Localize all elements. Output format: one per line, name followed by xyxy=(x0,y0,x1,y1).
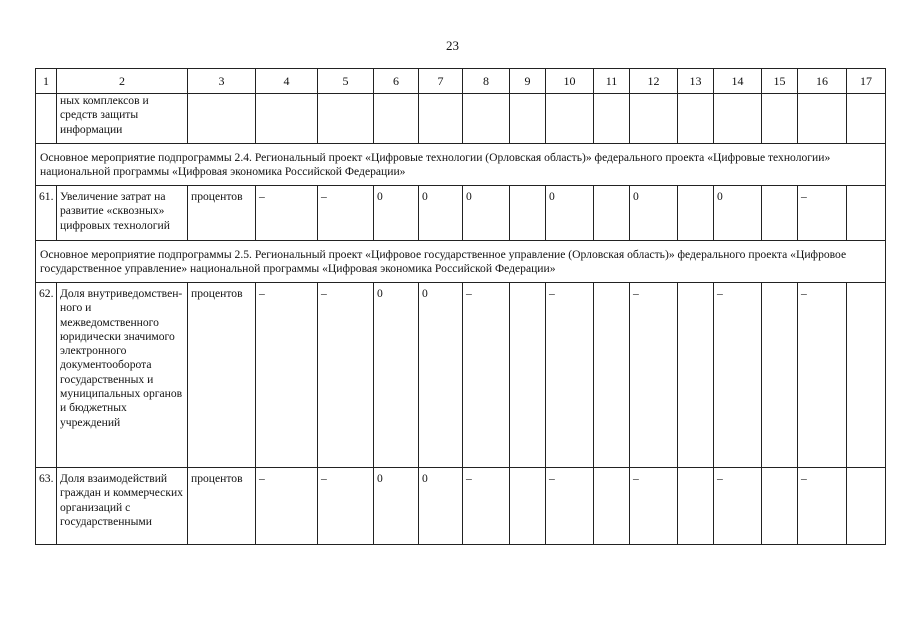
value-cell: – xyxy=(318,468,374,545)
header-cell: 5 xyxy=(318,69,374,94)
value-cell xyxy=(847,186,886,241)
header-cell: 11 xyxy=(594,69,630,94)
table-row xyxy=(36,283,886,468)
table-cell xyxy=(630,94,678,144)
value-cell: 0 xyxy=(419,283,463,468)
value-cell: 0 xyxy=(714,186,762,241)
table-row xyxy=(36,186,886,241)
unit-cell: процентов xyxy=(188,468,256,545)
row-number-cell: 62. xyxy=(36,283,57,468)
table-cell xyxy=(419,94,463,144)
value-cell: – xyxy=(318,186,374,241)
value-cell xyxy=(594,283,630,468)
value-cell: – xyxy=(630,283,678,468)
value-cell: – xyxy=(256,186,318,241)
page-number: 23 xyxy=(446,38,459,53)
row-number-cell: 63. xyxy=(36,468,57,545)
unit-cell: процентов xyxy=(188,283,256,468)
indicator-name-cell: ных комплексов и средств защиты информации xyxy=(57,94,188,144)
header-row xyxy=(36,69,886,94)
value-cell: – xyxy=(463,468,510,545)
header-cell: 8 xyxy=(463,69,510,94)
value-cell xyxy=(847,468,886,545)
header-cell: 2 xyxy=(57,69,188,94)
value-cell: 0 xyxy=(419,468,463,545)
value-cell xyxy=(510,283,546,468)
value-cell xyxy=(678,186,714,241)
header-cell: 4 xyxy=(256,69,318,94)
row-number-cell: 61. xyxy=(36,186,57,241)
value-cell: – xyxy=(256,283,318,468)
unit-cell: процентов xyxy=(188,186,256,241)
header-cell: 6 xyxy=(374,69,419,94)
header-cell: 3 xyxy=(188,69,256,94)
header-cell: 16 xyxy=(798,69,847,94)
table-cell xyxy=(188,94,256,144)
value-cell: 0 xyxy=(374,283,419,468)
header-cell: 9 xyxy=(510,69,546,94)
header-cell: 12 xyxy=(630,69,678,94)
value-cell xyxy=(678,468,714,545)
value-cell xyxy=(762,283,798,468)
value-cell: – xyxy=(630,468,678,545)
value-cell: 0 xyxy=(419,186,463,241)
value-cell xyxy=(762,186,798,241)
section-row xyxy=(36,144,886,186)
table-cell xyxy=(546,94,594,144)
value-cell: – xyxy=(714,283,762,468)
value-cell: 0 xyxy=(374,468,419,545)
header-cell: 14 xyxy=(714,69,762,94)
header-cell: 1 xyxy=(36,69,57,94)
indicator-name-cell: Доля внутриведомствен- ного и межведомственного юридически значимого электронного документооборота государственных и муниципальных органов и бюджетных учреждений xyxy=(57,283,188,468)
value-cell: – xyxy=(256,468,318,545)
value-cell xyxy=(510,186,546,241)
value-cell: 0 xyxy=(374,186,419,241)
table-cell xyxy=(678,94,714,144)
value-cell: 0 xyxy=(546,186,594,241)
value-cell: – xyxy=(798,468,847,545)
table-cell xyxy=(510,94,546,144)
value-cell xyxy=(762,468,798,545)
section-heading-2-4: Основное мероприятие подпрограммы 2.4. Региональный проект «Цифровые технологии (Орловская область)» федерального проекта «Цифровые технологии» национальной программы «Цифровая экономика Российской Федерации» xyxy=(36,144,886,186)
header-cell: 7 xyxy=(419,69,463,94)
header-cell: 13 xyxy=(678,69,714,94)
value-cell xyxy=(510,468,546,545)
table-cell xyxy=(847,94,886,144)
value-cell: 0 xyxy=(630,186,678,241)
value-cell xyxy=(594,468,630,545)
value-cell xyxy=(594,186,630,241)
header-cell: 10 xyxy=(546,69,594,94)
table-cell xyxy=(463,94,510,144)
header-cell: 15 xyxy=(762,69,798,94)
value-cell: – xyxy=(463,283,510,468)
table-cell xyxy=(714,94,762,144)
value-cell: – xyxy=(798,186,847,241)
table-cell xyxy=(762,94,798,144)
value-cell: 0 xyxy=(463,186,510,241)
table-cell xyxy=(318,94,374,144)
value-cell: – xyxy=(318,283,374,468)
table-cell xyxy=(798,94,847,144)
value-cell: – xyxy=(546,468,594,545)
indicator-name-cell: Увеличение затрат на развитие «сквозных» цифровых технологий xyxy=(57,186,188,241)
value-cell: – xyxy=(546,283,594,468)
value-cell xyxy=(678,283,714,468)
indicators-table xyxy=(35,68,886,545)
table-row xyxy=(36,468,886,545)
value-cell xyxy=(847,283,886,468)
table-cell xyxy=(374,94,419,144)
table-row xyxy=(36,94,886,144)
value-cell: – xyxy=(714,468,762,545)
table-cell xyxy=(256,94,318,144)
header-cell: 17 xyxy=(847,69,886,94)
section-heading-2-5: Основное мероприятие подпрограммы 2.5. Региональный проект «Цифровое государственное управление (Орловская область)» федерального проекта «Цифровое государственное управление» национальной программы «Цифровая экономика Российской Федерации» xyxy=(36,241,886,283)
section-row xyxy=(36,241,886,283)
indicator-name-cell: Доля взаимодействий граждан и коммерческих организаций с государственными xyxy=(57,468,188,545)
table-cell xyxy=(594,94,630,144)
value-cell: – xyxy=(798,283,847,468)
row-number-cell xyxy=(36,94,57,144)
